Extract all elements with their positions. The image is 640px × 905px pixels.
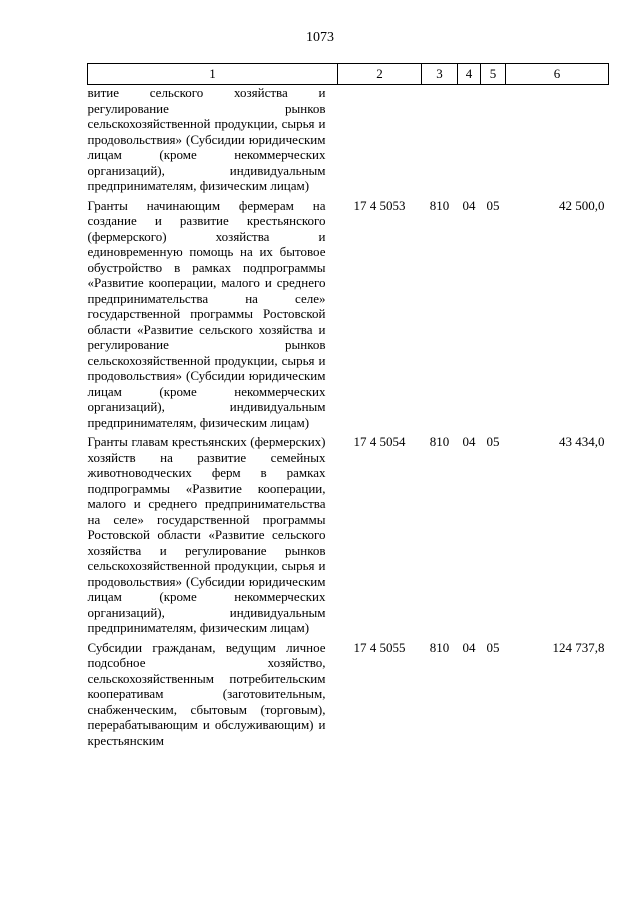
row-expense-type: 810 [429,434,450,449]
row-amount: 42 500,0 [559,197,605,213]
column-header-target-code: 2 [338,64,422,85]
table-row [88,640,609,753]
row-subsection: 05 [486,434,500,449]
table-row [88,85,609,198]
row-target-code: 17 4 5053 [353,197,406,213]
row-target-code [338,85,422,198]
row-section: 04 [462,434,476,449]
column-header-expense-type: 3 [422,64,458,85]
row-section: 04 [462,639,476,655]
column-header-description: 1 [88,64,338,85]
row-section: 04 [462,197,476,213]
row-expense-type: 810 [429,639,450,655]
row-amount: 124 737,8 [552,639,605,655]
row-subsection: 05 [486,197,500,213]
row-amount: 43 434,0 [559,434,605,449]
column-header-amount: 6 [506,64,609,85]
row-target-code: 17 4 5054 [353,434,406,449]
table-header-row [88,64,609,85]
row-expense-type: 810 [429,197,450,213]
row-target-code: 17 4 5055 [353,639,406,655]
table-row [88,434,609,640]
row-amount [506,85,609,198]
row-description: Гранты начинающим фермерам на создание и развитие крестьянского (фермерского) хозяйства и единовременную помощь на их бытовое обустройство в рамках подпрограммы «Развитие кооперации, малого и среднего предпринимательства на селе» государственной программы Ростовской области «Развитие сельского хозяйства и регулирование рынков сельскохозяйственной продукции, сырья и продовольствия» (Субсидии юридическим лицам (кроме некоммерческих организаций), индивидуальным предпринимателям, физическим лицам) [87,197,326,430]
row-description: Гранты главам крестьянских (фермерских) хозяйств на развитие семейных животноводческих ферм в рамках подпрограммы «Развитие кооперации, малого и среднего предпринимательства на селе» государственной программы Ростовской области «Развитие сельского хозяйства и регулирование рынков сельскохозяйственной продукции, сырья и продовольствия» (Субсидии юридическим лицам (кроме некоммерческих организаций), индивидуальным предпринимателям, физическим лицам) [87,434,326,635]
table-row [88,198,609,435]
column-header-section: 4 [458,64,481,85]
column-header-subsection: 5 [481,64,506,85]
row-section [458,85,481,198]
row-description: Субсидии гражданам, ведущим личное подсобное хозяйство, сельскохозяйственным потребительским кооперативам (заготовительным, снабженческим, сбытовым (торговым), перерабатывающим и обслуживающим) и крестьянским [87,639,326,748]
row-subsection [481,85,506,198]
row-subsection: 05 [486,639,500,655]
budget-table [87,63,609,752]
row-description: витие сельского хозяйства и регулирование рынков сельскохозяйственной продукции, сырья и продовольствия» (Субсидии юридическим лицам (кроме некоммерческих организаций), индивидуальным предпринимателям, физическим лицам) [87,85,326,193]
page-number: 1073 [306,30,334,45]
row-expense-type [422,85,458,198]
